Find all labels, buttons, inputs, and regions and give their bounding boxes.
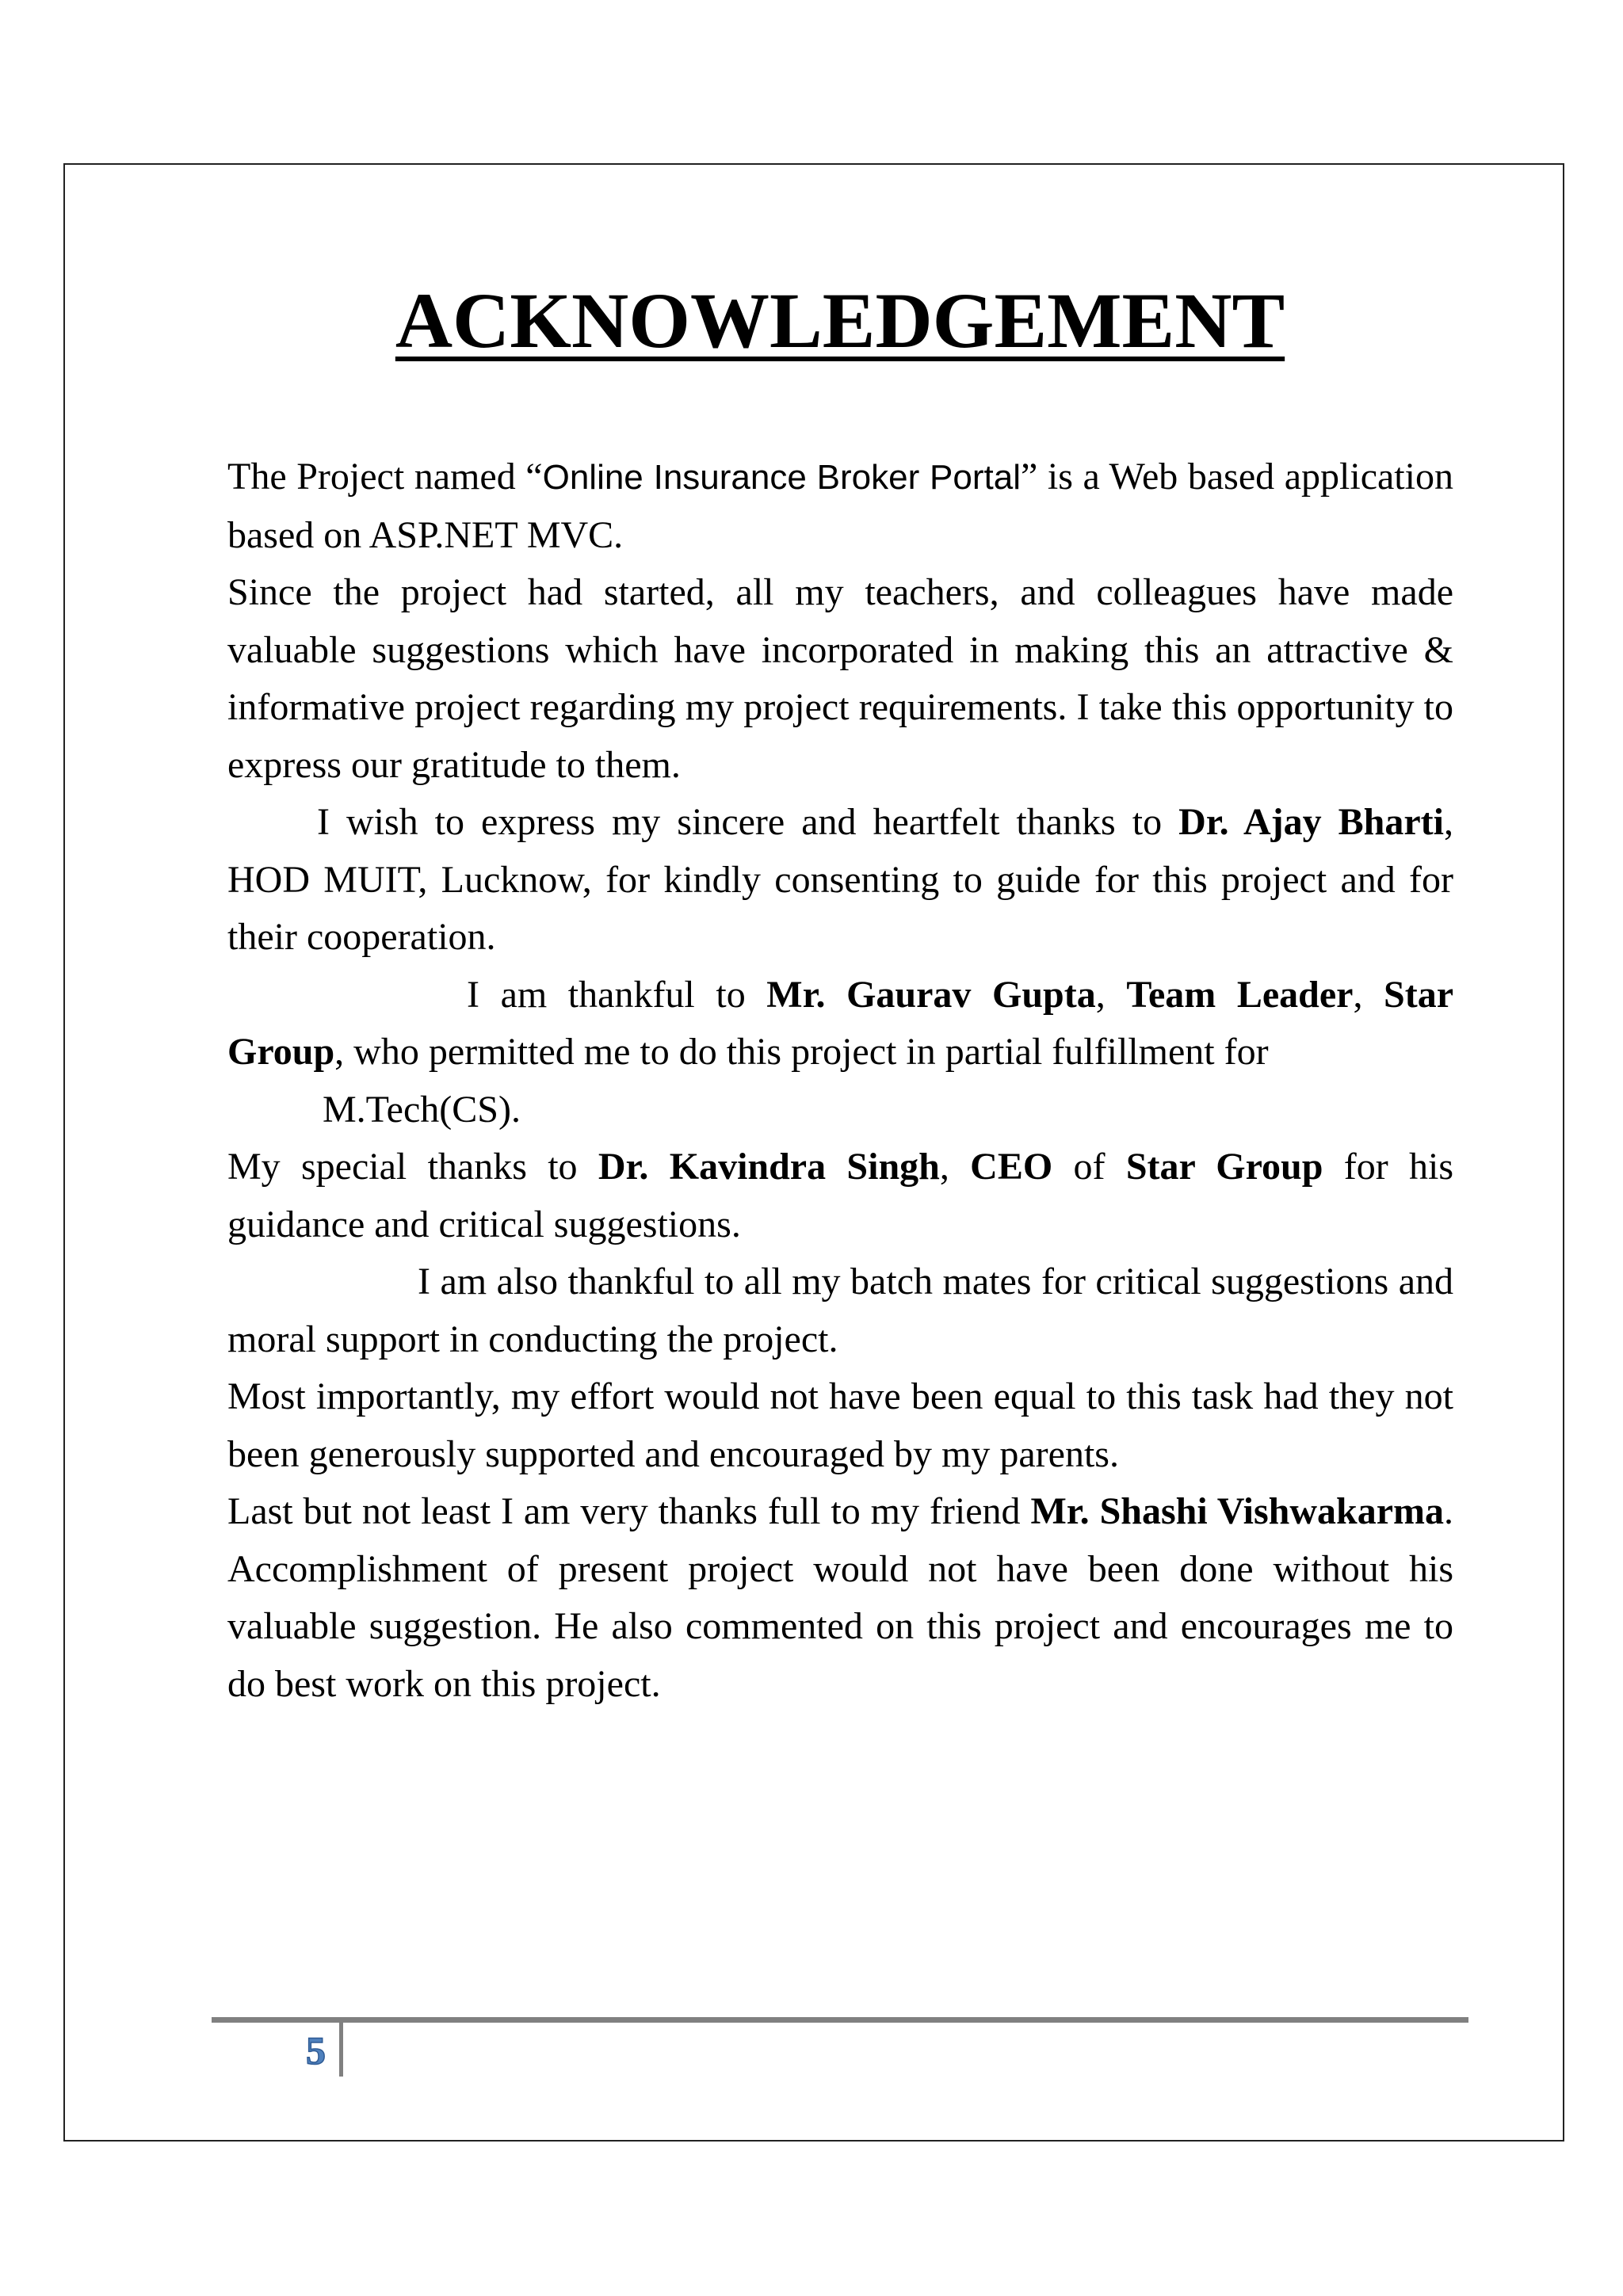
paragraph-suggestions: Since the project had started, all my teachers, and colleagues have made valuable suggestions which have incorporated in making this an attractive & informative project regarding my project requirements. I take this opportunity to express our gratitude to them. — [227, 571, 1453, 786]
acknowledgement-body — [227, 448, 1453, 1713]
paragraph-project-intro — [227, 448, 1453, 564]
person-name: Dr. Ajay Bharti — [1178, 801, 1444, 843]
paragraph-degree: M.Tech(CS). — [323, 1088, 521, 1131]
organization-name: Star Group — [1125, 1146, 1323, 1188]
text: . Accomplishment of present project would not have been done without his valuable suggestion. He also commented on this project and encourages me to do best work on this project. — [227, 1490, 1453, 1705]
text: , — [1353, 973, 1384, 1016]
text: The Project named “ — [227, 456, 543, 498]
person-role: Team Leader — [1126, 973, 1354, 1016]
text: , who permitted me to do this project in partial fulfillment for — [334, 1031, 1269, 1073]
paragraph-thanks-parents: Most importantly, my effort would not have been equal to this task had they not been generously supported and encouraged by my parents. — [227, 1375, 1453, 1475]
person-name: Dr. Kavindra Singh — [598, 1146, 940, 1188]
person-role: CEO — [970, 1146, 1053, 1188]
text: , — [939, 1146, 971, 1188]
paragraph-thanks-hod — [227, 794, 1453, 967]
organization-name: Star Group — [227, 973, 1454, 1073]
text: Last but not least I am very thanks full to my friend — [227, 1490, 1031, 1532]
text: of — [1052, 1146, 1126, 1188]
text: , — [1095, 973, 1127, 1016]
person-name: Mr. Gaurav Gupta — [766, 973, 1096, 1016]
project-title: Online Insurance Broker Portal — [542, 458, 1021, 497]
footer-rule — [212, 2017, 1468, 2023]
text: I wish to express my sincere and heartfelt thanks to — [317, 801, 1179, 843]
footer-separator — [339, 2023, 343, 2077]
text: I am thankful to — [467, 973, 767, 1016]
text: , HOD MUIT, Lucknow, for kindly consenting to guide for this project and for their cooperation. — [227, 801, 1453, 958]
person-name: Mr. Shashi Vishwakarma — [1030, 1490, 1444, 1532]
paragraph-thanks-batchmates: I am also thankful to all my batch mates for critical suggestions and moral support in conducting the project. — [227, 1261, 1453, 1360]
paragraph-thanks-friend — [227, 1483, 1453, 1713]
paragraph-thanks-ceo — [227, 1138, 1453, 1253]
page-number: 5 — [306, 2028, 326, 2073]
text: for his guidance and critical suggestions. — [227, 1146, 1454, 1245]
text: ” is a Web based application based on ASP.NET MVC. — [227, 456, 1453, 556]
page-title: ACKNOWLEDGEMENT — [395, 277, 1285, 364]
text: My special thanks to — [227, 1146, 598, 1188]
paragraph-thanks-team-leader — [227, 967, 1453, 1081]
